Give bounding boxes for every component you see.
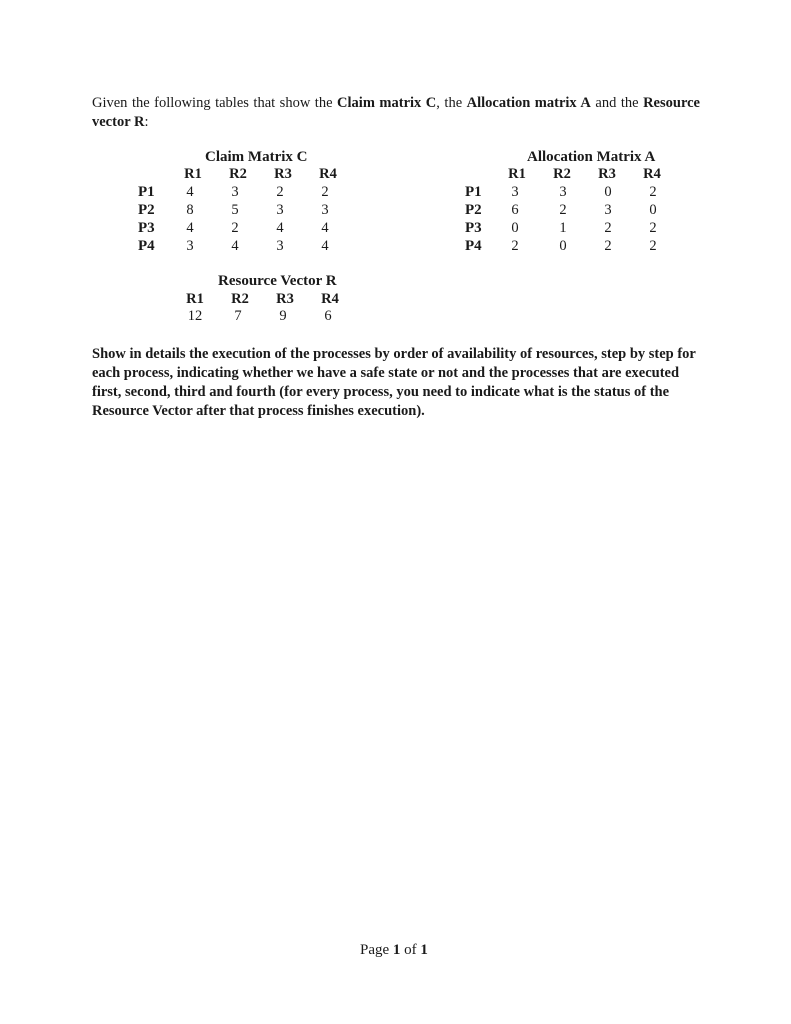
resource-vector-title: Resource Vector R	[218, 273, 337, 289]
row-label: P4	[138, 238, 155, 254]
table-cell: 2	[649, 238, 657, 254]
table-cell: 0	[511, 220, 519, 236]
table-cell: 4	[276, 220, 284, 236]
column-header: R2	[231, 291, 249, 307]
column-header: R1	[508, 166, 526, 182]
table-cell: 2	[559, 202, 567, 218]
table-cell: 4	[321, 238, 329, 254]
column-header: R2	[229, 166, 247, 182]
table-cell: 3	[604, 202, 612, 218]
row-label: P2	[138, 202, 155, 218]
resource-vector-term: Resource vector R	[92, 95, 700, 130]
table-cell: 4	[321, 220, 329, 236]
table-cell: 6	[511, 202, 519, 218]
column-header: R3	[276, 291, 294, 307]
row-label: P1	[138, 184, 155, 200]
table-cell: 0	[559, 238, 567, 254]
column-header: R4	[643, 166, 661, 182]
table-cell: 3	[276, 202, 284, 218]
footer-text: of	[400, 942, 421, 958]
row-label: P2	[465, 202, 482, 218]
column-header: R4	[321, 291, 339, 307]
page-total: 1	[420, 942, 428, 958]
table-cell: 3	[231, 184, 239, 200]
table-cell: 2	[649, 184, 657, 200]
allocation-matrix-title: Allocation Matrix A	[527, 149, 656, 165]
column-header: R1	[184, 166, 202, 182]
table-cell: 2	[604, 220, 612, 236]
table-cell: 6	[324, 308, 332, 324]
table-cell: 0	[649, 202, 657, 218]
table-cell: 3	[276, 238, 284, 254]
intro-text: :	[144, 114, 149, 130]
question-paragraph: Show in details the execution of the processes by order of availability of resources, step by step for each process, indicating whether we have a safe state or not and the processes that are executed first, second, third and fourth (for every process, you need to indicate what is the status of the Resource Vector after that process finishes execution).	[92, 346, 696, 419]
intro-text: and the	[590, 95, 644, 111]
table-cell: 2	[231, 220, 239, 236]
page-footer	[360, 942, 428, 959]
footer-text: Page	[360, 942, 393, 958]
table-cell: 4	[186, 220, 194, 236]
column-header: R4	[319, 166, 337, 182]
table-cell: 0	[604, 184, 612, 200]
table-cell: 3	[559, 184, 567, 200]
table-cell: 5	[231, 202, 239, 218]
claim-matrix-term: Claim matrix C	[337, 95, 437, 111]
claim-matrix-title: Claim Matrix C	[205, 149, 308, 165]
table-cell: 4	[186, 184, 194, 200]
table-cell: 2	[649, 220, 657, 236]
column-header: R3	[598, 166, 616, 182]
allocation-matrix-term: Allocation matrix A	[466, 95, 591, 111]
table-cell: 2	[604, 238, 612, 254]
column-header: R1	[186, 291, 204, 307]
intro-text: Given the following tables that show the	[92, 95, 338, 111]
intro-text: , the	[436, 95, 467, 111]
intro-paragraph	[92, 94, 700, 132]
table-cell: 3	[186, 238, 194, 254]
table-cell: 9	[279, 308, 287, 324]
table-cell: 2	[321, 184, 329, 200]
column-header: R2	[553, 166, 571, 182]
table-cell: 12	[187, 308, 203, 324]
row-label: P3	[465, 220, 482, 236]
table-cell: 1	[559, 220, 567, 236]
row-label: P3	[138, 220, 155, 236]
row-label: P1	[465, 184, 482, 200]
table-cell: 2	[511, 238, 519, 254]
table-cell: 4	[231, 238, 239, 254]
column-header: R3	[274, 166, 292, 182]
table-cell: 3	[511, 184, 519, 200]
page-number: 1	[392, 942, 401, 958]
table-cell: 8	[186, 202, 194, 218]
table-cell: 7	[234, 308, 242, 324]
table-cell: 3	[321, 202, 329, 218]
table-cell: 2	[276, 184, 284, 200]
row-label: P4	[465, 238, 482, 254]
